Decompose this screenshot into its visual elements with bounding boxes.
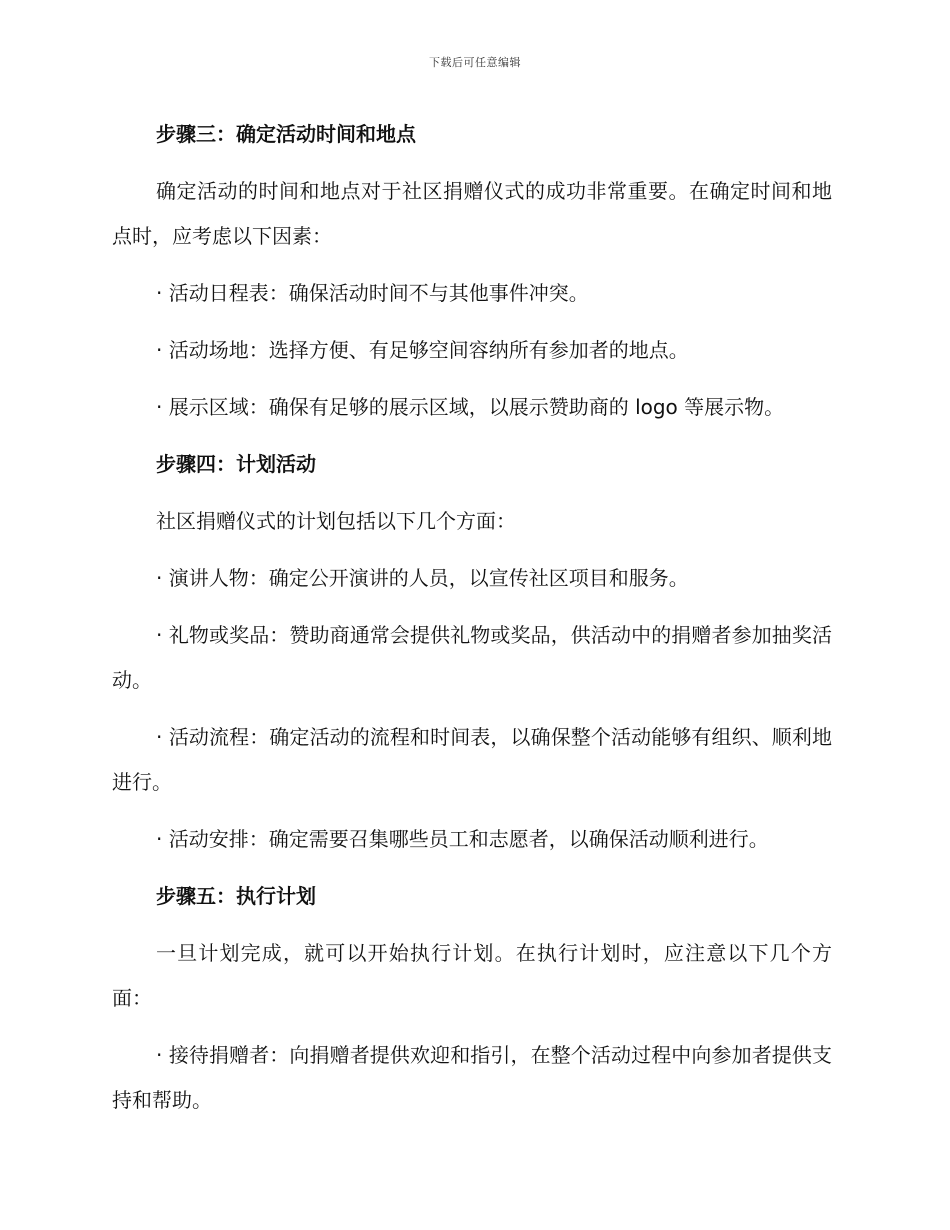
document-body: [112, 112, 832, 1135]
paragraph: 确定活动的时间和地点对于社区捐赠仪式的成功非常重要。在确定时间和地点时，应考虑以下因素：: [112, 179, 832, 248]
paragraph: 社区捐赠仪式的计划包括以下几个方面：: [156, 509, 516, 533]
bullet-item: · 活动场地：选择方便、有足够空间容纳所有参加者的地点。: [156, 338, 689, 362]
bullet-item: · 活动安排：确定需要召集哪些员工和志愿者，以确保活动顺利进行。: [156, 827, 769, 851]
bullet-item: · 演讲人物：确定公开演讲的人员，以宣传社区项目和服务。: [156, 566, 689, 590]
paragraph: 一旦计划完成，就可以开始执行计划。在执行计划时，应注意以下几个方面：: [112, 941, 832, 1010]
page-header: 下载后可任意编辑: [429, 56, 521, 69]
bullet-item: · 活动日程表：确保活动时间不与其他事件冲突。: [156, 281, 589, 305]
section-heading: 步骤五：执行计划: [156, 884, 316, 908]
section-heading: 步骤四：计划活动: [156, 452, 316, 476]
bullet-item: · 接待捐赠者：向捐赠者提供欢迎和指引，在整个活动过程中向参加者提供支持和帮助。: [112, 1043, 832, 1112]
bullet-item: · 展示区域：确保有足够的展示区域，以展示赞助商的 logo 等展示物。: [156, 395, 785, 419]
bullet-item: · 礼物或奖品：赞助商通常会提供礼物或奖品，供活动中的捐赠者参加抽奖活动。: [112, 623, 832, 692]
section-heading: 步骤三：确定活动时间和地点: [156, 122, 416, 146]
bullet-item: · 活动流程：确定活动的流程和时间表，以确保整个活动能够有组织、顺利地进行。: [112, 725, 832, 794]
